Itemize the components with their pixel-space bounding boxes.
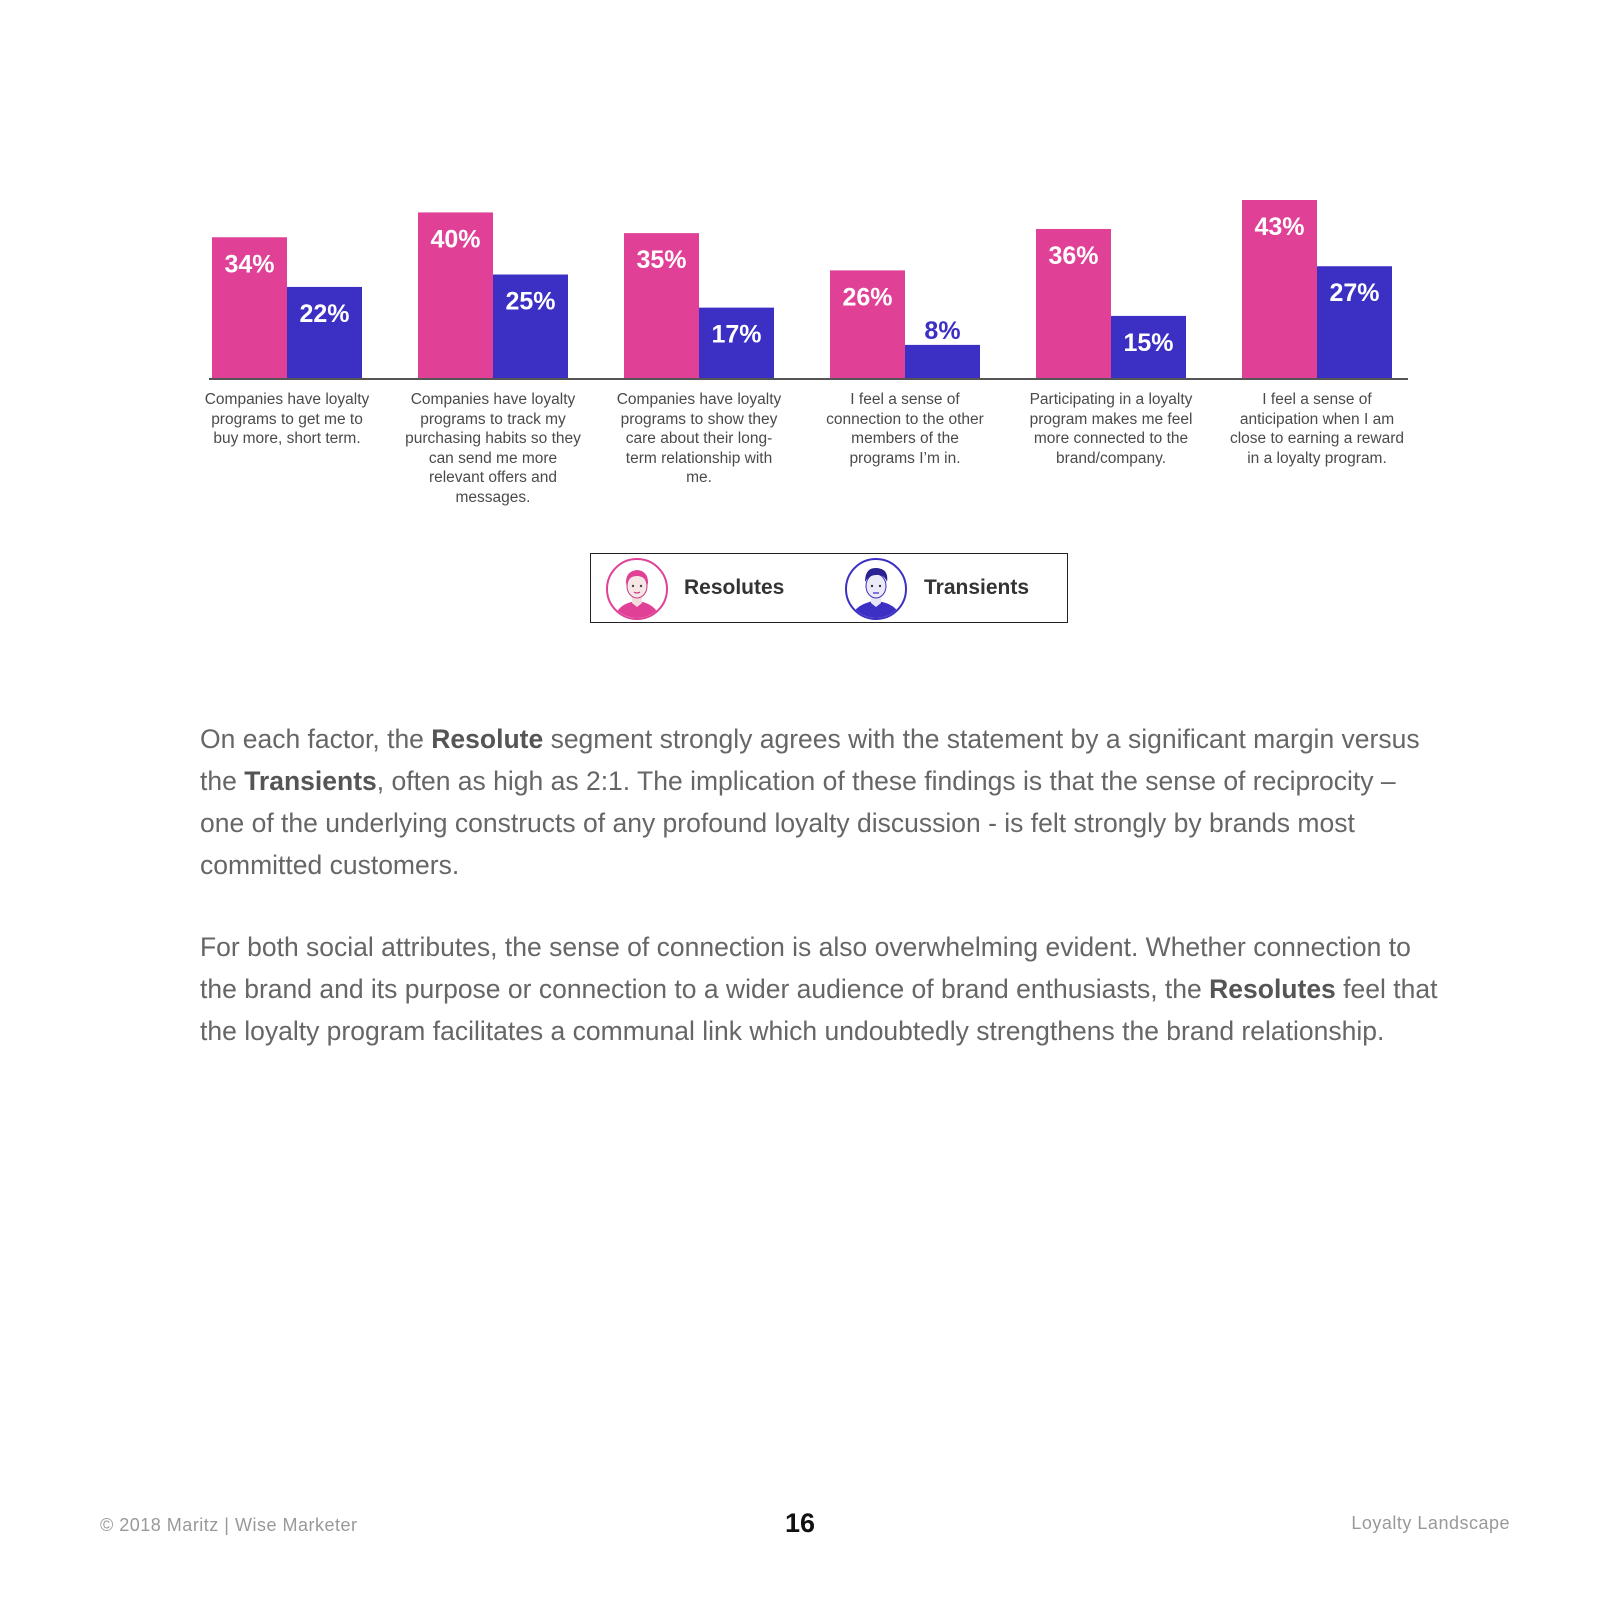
category-label-5: I feel a sense of anticipation when I am close to earning a reward in a loyalty program. xyxy=(1229,391,1405,467)
data-label-transients-3: 8% xyxy=(924,316,961,345)
paragraph-2 xyxy=(200,926,1440,1052)
p1-text-1: On each factor, the xyxy=(200,724,432,754)
p2-text-1: For both social attributes, the sense of connection is also overwhelming evident. Whether connection to the brand and its purpose or connection to a wider audience of brand enthusiasts, the xyxy=(200,932,1411,1004)
legend-label-resolutes: Resolutes xyxy=(684,576,785,599)
data-label-resolutes-1: 40% xyxy=(430,225,481,254)
data-label-transients-5: 27% xyxy=(1329,279,1380,308)
data-label-resolutes-4: 36% xyxy=(1048,241,1099,270)
p1-text-2: segment strongly agrees with the statement by a significant margin versus the xyxy=(200,724,1420,796)
category-label-1: Companies have loyalty programs to track my purchasing habits so they can send me more relevant offers and messages. xyxy=(405,391,581,506)
footer-copyright: © 2018 Maritz | Wise Marketer xyxy=(100,1515,358,1535)
category-label-0: Companies have loyalty programs to get me to buy more, short term. xyxy=(204,391,370,447)
data-label-resolutes-3: 26% xyxy=(842,283,893,312)
data-label-transients-2: 17% xyxy=(711,320,762,349)
bar-transients-3 xyxy=(905,345,980,378)
data-label-transients-0: 22% xyxy=(299,299,350,328)
paragraph-1 xyxy=(200,718,1440,886)
data-label-transients-4: 15% xyxy=(1123,328,1174,357)
p1-bold-resolute: Resolute xyxy=(431,724,544,754)
page-number: 16 xyxy=(784,1508,816,1538)
chart-legend xyxy=(590,553,1068,623)
footer-title: Loyalty Landscape xyxy=(1351,1513,1510,1533)
p2-bold-resolutes: Resolutes xyxy=(1209,974,1336,1004)
data-label-transients-1: 25% xyxy=(505,287,556,316)
man-avatar-icon xyxy=(844,557,908,621)
category-label-4: Participating in a loyalty program makes me feel more connected to the brand/company. xyxy=(1029,391,1193,467)
woman-avatar-icon xyxy=(605,557,669,621)
legend-label-transients: Transients xyxy=(924,576,1030,599)
p1-bold-transients: Transients xyxy=(244,766,377,796)
data-label-resolutes-2: 35% xyxy=(636,246,687,275)
category-label-3: I feel a sense of connection to the other members of the programs I’m in. xyxy=(826,391,984,467)
p2-text-2: feel that the loyalty program facilitates a communal link which undoubtedly strengthens the brand relationship. xyxy=(200,974,1438,1046)
category-label-2: Companies have loyalty programs to show they care about their long-term relationship with me. xyxy=(616,391,782,486)
data-label-resolutes-5: 43% xyxy=(1254,213,1305,241)
data-label-resolutes-0: 34% xyxy=(224,250,275,279)
p1-text-3: , often as high as 2:1. The implication of these findings is that the sense of reciprocity – one of the underlying constructs of any profound loyalty discussion - is felt strongly by brands most committed customers. xyxy=(200,766,1396,880)
